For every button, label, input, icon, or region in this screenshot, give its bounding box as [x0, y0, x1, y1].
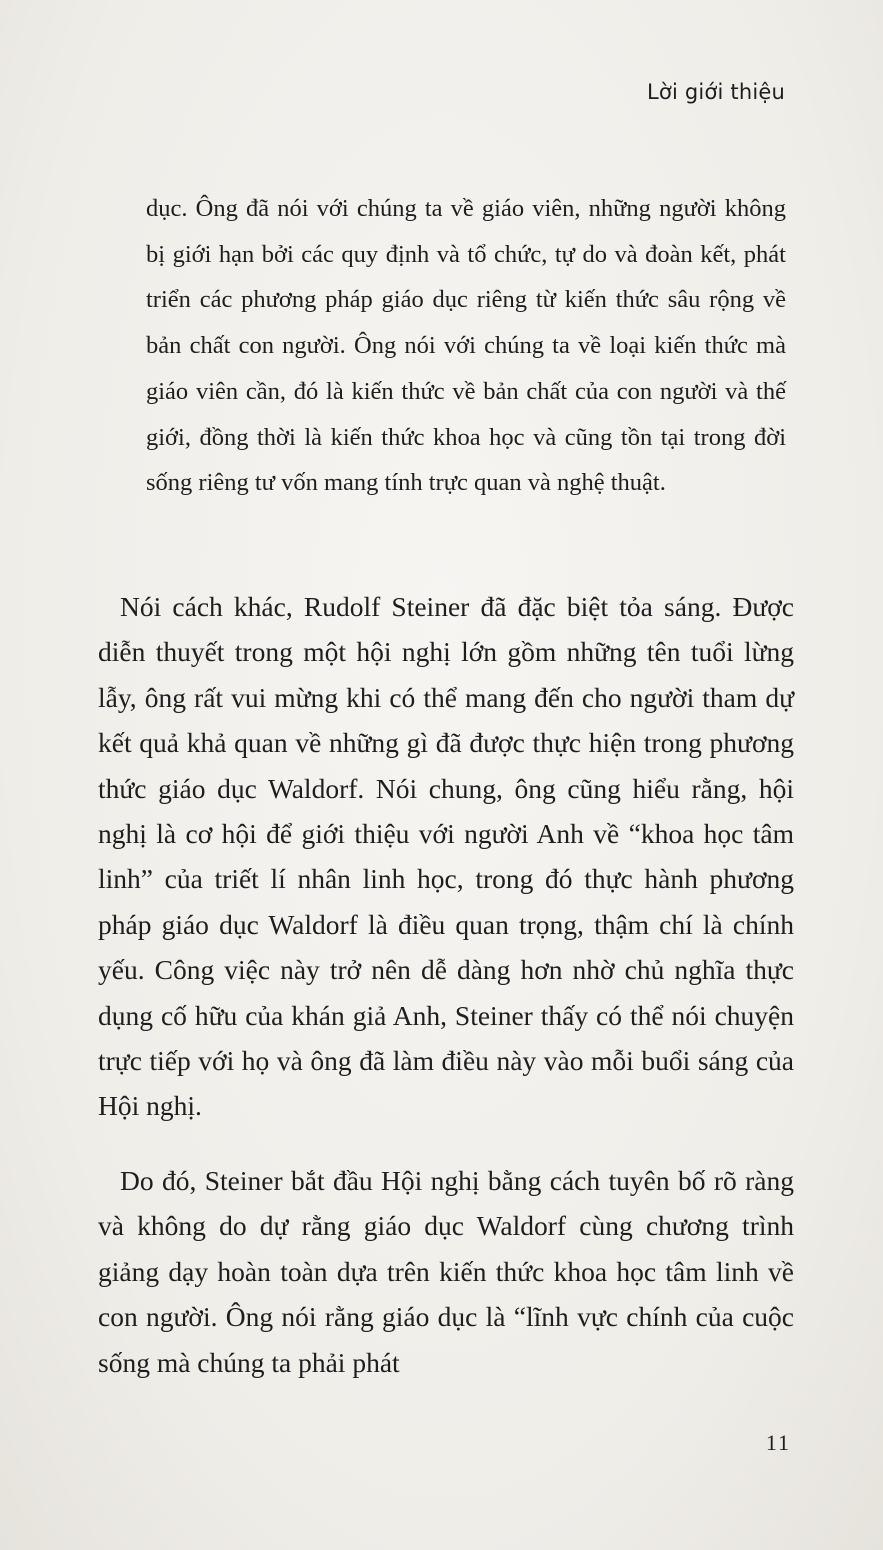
running-header: Lời giới thiệu [647, 80, 785, 104]
paragraph-1: Nói cách khác, Rudolf Steiner đã đặc biệt tỏa sáng. Được diễn thuyết trong một hội nghị lớn gồm những tên tuổi lừng lẫy, ông rất vui mừng khi có thể mang đến cho người tham dự kết quả khả quan về những gì đã được thực hiện trong phương thức giáo dục Waldorf. Nói chung, ông cũng hiểu rằng, hội nghị là cơ hội để giới thiệu với người Anh về “khoa học tâm linh” của triết lí nhân linh học, trong đó thực hành phương pháp giáo dục Waldorf là điều quan trọng, thậm chí là chính yếu. Công việc này trở nên dễ dàng hơn nhờ chủ nghĩa thực dụng cố hữu của khán giả Anh, Steiner thấy có thể nói chuyện trực tiếp với họ và ông đã làm điều này vào mỗi buổi sáng của Hội nghị. [98, 591, 794, 1122]
block-quote: dục. Ông đã nói với chúng ta về giáo viên, những người không bị giới hạn bởi các quy định và tổ chức, tự do và đoàn kết, phát triển các phương pháp giáo dục riêng từ kiến thức sâu rộng về bản chất con người. Ông nói với chúng ta về loại kiến thức mà giáo viên cần, đó là kiến thức về bản chất của con người và thế giới, đồng thời là kiến thức khoa học và cũng tồn tại trong đời sống riêng tư vốn mang tính trực quan và nghệ thuật. [146, 195, 786, 497]
page-number: 11 [765, 1430, 791, 1455]
paragraph-2: Do đó, Steiner bắt đầu Hội nghị bằng cách tuyên bố rõ ràng và không do dự rằng giáo dục Waldorf cùng chương trình giảng dạy hoàn toàn dựa trên kiến thức khoa học tâm linh về con người. Ông nói rằng giáo dục là “lĩnh vực chính của cuộc sống mà chúng ta phải phát [98, 1165, 794, 1378]
